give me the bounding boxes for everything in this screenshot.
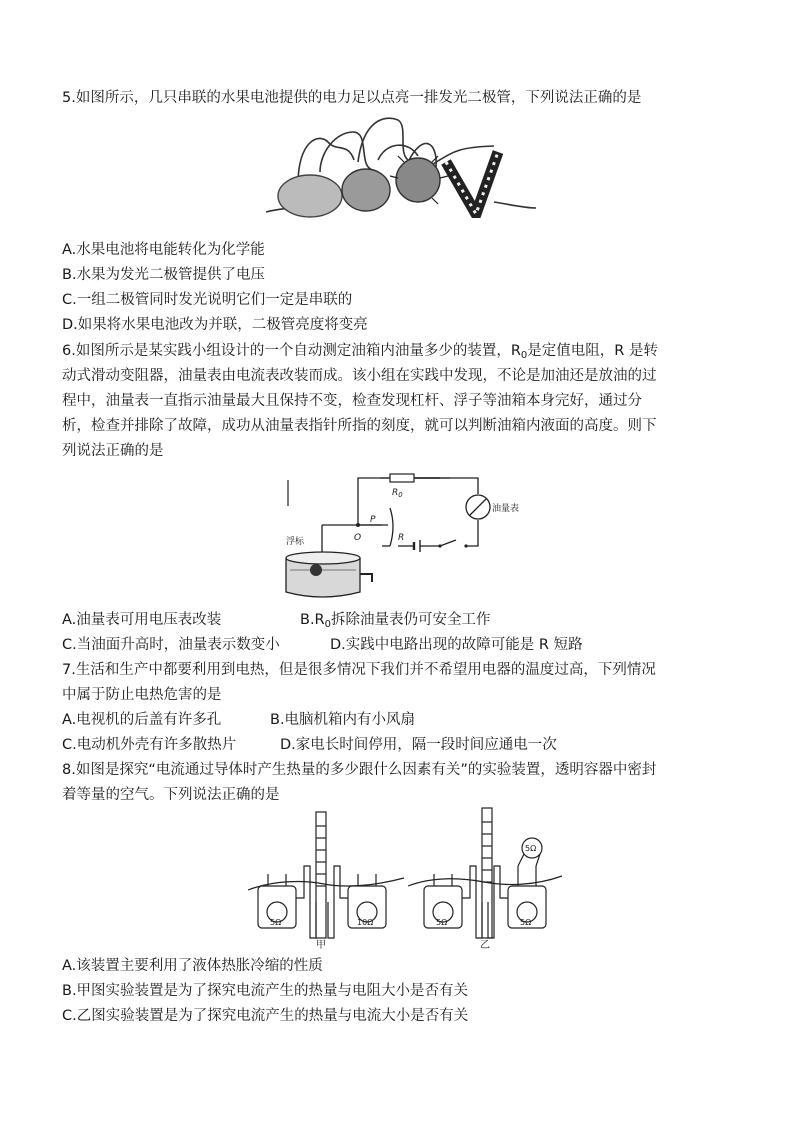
q6-stem-line3: 程中，油量表一直指示油量最大且保持不变，检查发现杠杆、浮子等油箱本身完好，通过分	[62, 393, 642, 409]
right-resistor-2-label: 5Ω	[520, 918, 532, 927]
q5-option-a: A.水果电池将电能转化为化学能	[62, 242, 265, 258]
r-label: R	[398, 533, 405, 543]
q8-option-c: C.乙图实验装置是为了探究电流产生的热量与电流大小是否有关	[62, 1008, 469, 1024]
right-caption: 乙	[480, 940, 490, 951]
q6-option-b: $B.R_0$拆除油量表仍可安全工作	[300, 612, 491, 630]
q7-stem-line2: 中属于防止电热危害的是	[62, 687, 222, 703]
o-label: O	[354, 533, 362, 543]
oil-gauge-circuit-figure	[280, 470, 520, 602]
float-label: 浮标	[286, 537, 305, 547]
right-resistor-3-label: 5Ω	[525, 844, 537, 853]
q5-stem: 5.如图所示，几只串联的水果电池提供的电力足以点亮一排发光二极管，下列说法正确的是	[62, 90, 642, 106]
left-resistor-2-label: 10Ω	[357, 918, 374, 927]
oil-gauge-label: 油量表	[492, 504, 520, 514]
p-label: P	[370, 515, 376, 525]
joule-heating-apparatus-figure	[244, 806, 564, 952]
q7-option-c: C.电动机外壳有许多散热片	[62, 737, 237, 753]
q5-option-d: D.如果将水果电池改为并联，二极管亮度将变亮	[62, 317, 368, 333]
left-resistor-1-label: 5Ω	[270, 918, 282, 927]
q5-option-c: C.一组二极管同时发光说明它们一定是串联的	[62, 292, 353, 308]
left-caption: 甲	[316, 940, 326, 951]
q6-option-d: D.实践中电路出现的故障可能是 R 短路	[330, 637, 583, 653]
q6-option-c: C.当油面升高时，油量表示数变小	[62, 637, 280, 653]
fruit-battery-figure	[258, 112, 538, 218]
right-resistor-1-label: 5Ω	[436, 918, 448, 927]
q6-stem-line2: 动式滑动变阻器，油量表由电流表改装而成。该小组在实践中发现，不论是加油还是放油的过	[62, 368, 657, 384]
q7-option-b: B.电脑机箱内有小风扇	[270, 712, 416, 728]
q6-stem-line5: 列说法正确的是	[62, 443, 164, 459]
q6-option-a: A.油量表可用电压表改装	[62, 612, 222, 628]
q8-stem-line1: 8.如图是探究“电流通过导体时产生热量的多少跟什么因素有关”的实验装置，透明容器中密封	[62, 762, 657, 778]
q8-option-a: A.该装置主要利用了液体热胀冷缩的性质	[62, 958, 323, 974]
q8-option-b: B.甲图实验装置是为了探究电流产生的热量与电阻大小是否有关	[62, 983, 469, 999]
q7-option-a: A.电视机的后盖有许多孔	[62, 712, 222, 728]
q6-stem-line1: 6.如图所示是某实践小组设计的一个自动测定油箱内油量多少的装置，$R_0$是定值电阻，R 是转	[62, 343, 658, 361]
q6-stem-line4: 析，检查并排除了故障，成功从油量表指针所指的刻度，就可以判断油箱内液面的高度。则下	[62, 418, 657, 434]
q7-option-d: D.家电长时间停用，隔一段时间应通电一次	[280, 737, 557, 753]
q7-stem-line1: 7.生活和生产中都要利用到电热，但是很多情况下我们并不希望用电器的温度过高，下列情况	[62, 662, 656, 678]
q8-stem-line2: 着等量的空气。下列说法正确的是	[62, 787, 280, 803]
r0-label: $R_0$	[392, 488, 403, 499]
q5-option-b: B.水果为发光二极管提供了电压	[62, 267, 266, 283]
